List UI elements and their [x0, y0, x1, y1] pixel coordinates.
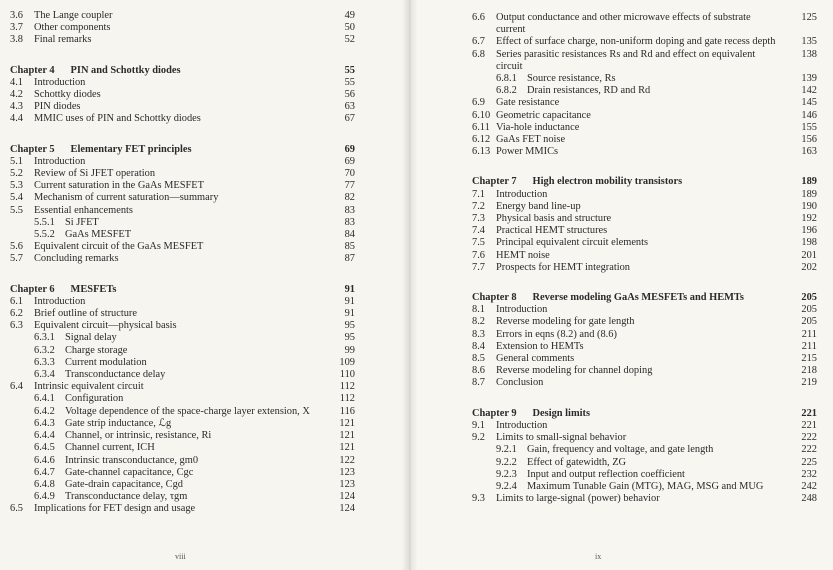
toc-entry-number: 9.1 [472, 419, 485, 431]
toc-entry-number: 9.2 [472, 432, 485, 444]
toc-entry-number: 8.7 [472, 377, 485, 389]
toc-entry-number: 6.5 [10, 503, 23, 515]
toc-entry [472, 420, 817, 432]
toc-entry [10, 296, 355, 308]
toc-entry-page: 201 [801, 249, 817, 261]
toc-entry-page: 221 [801, 407, 817, 419]
toc-entry-number: 6.4.5 [34, 442, 55, 454]
toc-entry-page: 121 [339, 417, 355, 429]
toc-entry-title: Introduction [34, 76, 86, 88]
toc-entry-title: Equivalent circuit—physical basis [34, 320, 177, 332]
toc-entry [472, 329, 817, 341]
toc-list-left [10, 10, 355, 516]
toc-entry-number: Chapter 5 [10, 143, 55, 155]
toc-entry [10, 22, 355, 34]
toc-entry [472, 73, 817, 85]
toc-entry-number: 4.3 [10, 101, 23, 113]
toc-entry-page: 82 [344, 192, 355, 204]
right-page [410, 0, 833, 570]
toc-entry [472, 432, 817, 444]
toc-entry [10, 180, 355, 192]
toc-entry-page: 198 [801, 237, 817, 249]
toc-entry-title: General comments [496, 353, 575, 365]
toc-entry-number: 6.4.3 [34, 417, 55, 429]
toc-entry [10, 369, 355, 381]
toc-entry-title: Limits to small-signal behavior [496, 432, 627, 444]
toc-entry-number: 4.4 [10, 113, 23, 125]
toc-entry-page: 145 [801, 97, 817, 109]
toc-entry-page: 112 [339, 393, 355, 405]
toc-entry-title: Source resistance, Rs [527, 73, 616, 85]
toc-entry-title: HEMT noise [496, 249, 550, 261]
toc-entry-number: 8.2 [472, 316, 485, 328]
toc-entry-number: 6.3.3 [34, 356, 55, 368]
toc-entry [472, 304, 817, 316]
toc-entry-page: 218 [801, 365, 817, 377]
toc-entry-page: 49 [344, 10, 355, 21]
toc-entry-page: 52 [344, 34, 355, 46]
toc-entry [472, 97, 817, 109]
toc-entry-title: Introduction [496, 304, 548, 316]
toc-entry-number: 8.1 [472, 304, 485, 316]
toc-entry-title: Errors in eqns (8.2) and (8.6) [496, 328, 617, 340]
toc-entry-title: GaAs FET noise [496, 134, 566, 146]
toc-entry [10, 192, 355, 204]
toc-entry-number: 6.13 [472, 146, 491, 158]
toc-entry-page: 70 [344, 168, 355, 180]
toc-chapter-heading [472, 408, 817, 420]
toc-entry-number: 6.3.1 [34, 332, 55, 344]
toc-entry-page: 211 [801, 340, 817, 352]
toc-entry-page: 135 [801, 36, 817, 48]
toc-entry-page: 91 [344, 295, 355, 307]
toc-entry [10, 89, 355, 101]
toc-entry-number: 3.7 [10, 22, 23, 34]
toc-entry-title: Essential enhancements [34, 204, 133, 216]
toc-entry-title: Effect of gatewidth, ZG [527, 456, 627, 468]
toc-entry-page: 63 [344, 101, 355, 113]
toc-entry-page: 155 [801, 121, 817, 133]
toc-entry [10, 332, 355, 344]
toc-entry [10, 101, 355, 113]
toc-entry-number: 6.4.6 [34, 454, 55, 466]
toc-entry-page: 202 [801, 261, 817, 273]
toc-entry-number: 8.3 [472, 328, 485, 340]
toc-entry-number: 9.2.3 [496, 468, 517, 480]
toc-entry-title: Introduction [34, 155, 86, 167]
toc-entry-number: 8.6 [472, 365, 485, 377]
toc-entry-title: Via-hole inductance [496, 121, 580, 133]
toc-entry-number: 5.5 [10, 204, 23, 216]
toc-entry-title: Transconductance delay [65, 369, 166, 381]
toc-entry [472, 189, 817, 201]
toc-entry [472, 353, 817, 365]
toc-entry-title: Channel current, ICH [65, 442, 155, 454]
toc-entry-title: Input and output reflection coefficient [527, 468, 685, 480]
toc-entry [472, 146, 817, 158]
toc-entry [10, 345, 355, 357]
toc-entry [10, 77, 355, 89]
toc-entry-number: 6.4.2 [34, 405, 55, 417]
toc-entry-title: Power MMICs [496, 146, 559, 158]
toc-entry-page: 116 [339, 405, 355, 417]
toc-entry-title: Principal equivalent circuit elements [496, 237, 649, 249]
toc-entry-number: 6.12 [472, 134, 491, 146]
toc-entry [472, 457, 817, 469]
toc-entry [10, 308, 355, 320]
toc-entry-title: GaAs MESFET [65, 229, 132, 241]
toc-entry-page: 85 [344, 241, 355, 253]
toc-entry-page: 123 [339, 466, 355, 478]
toc-entry-number: 6.4 [10, 381, 23, 393]
toc-entry-title: Energy band line-up [496, 200, 581, 212]
toc-entry-title: Si JFET [65, 216, 99, 228]
toc-entry [472, 85, 817, 97]
toc-entry-page: 67 [344, 113, 355, 125]
toc-entry-page: 222 [801, 432, 817, 444]
toc-entry-page: 110 [339, 369, 355, 381]
toc-entry-number: 8.5 [472, 353, 485, 365]
toc-entry-page: 123 [339, 478, 355, 490]
toc-entry [472, 250, 817, 262]
toc-entry-title: Gate resistance [496, 97, 560, 109]
toc-entry-title: Current saturation in the GaAs MESFET [34, 180, 204, 192]
toc-entry-number: 7.3 [472, 213, 485, 225]
toc-chapter-heading [10, 144, 355, 156]
toc-entry-page: 99 [344, 344, 355, 356]
toc-entry-title: Prospects for HEMT integration [496, 261, 630, 273]
toc-entry-page: 124 [339, 491, 355, 503]
toc-entry-number: 9.2.2 [496, 456, 517, 468]
toc-entry-page: 196 [801, 225, 817, 237]
toc-entry-page: 83 [344, 204, 355, 216]
toc-entry-number: 5.2 [10, 168, 23, 180]
toc-entry [10, 156, 355, 168]
toc-entry-title: Gain, frequency and voltage, and gate length [527, 444, 714, 456]
toc-entry-title: Gate strip inductance, ℒg [65, 417, 172, 429]
toc-entry-number: 6.8.2 [496, 85, 517, 97]
toc-entry [472, 110, 817, 122]
toc-entry-number: Chapter 9 [472, 407, 517, 419]
page-number-left: viii [175, 552, 186, 561]
toc-entry-page: 121 [339, 430, 355, 442]
toc-entry-title: Equivalent circuit of the GaAs MESFET [34, 241, 204, 253]
toc-entry-number: 6.8.1 [496, 73, 517, 85]
toc-entry-number: 6.3.4 [34, 369, 55, 381]
toc-entry-page: 91 [344, 308, 355, 320]
toc-entry-title: High electron mobility transistors [532, 176, 683, 188]
toc-entry [472, 444, 817, 456]
toc-entry-title: Conclusion [496, 377, 544, 389]
toc-entry-number: Chapter 7 [472, 176, 517, 188]
toc-entry [10, 430, 355, 442]
toc-entry [472, 237, 817, 249]
toc-entry-page: 55 [344, 76, 355, 88]
toc-entry-title: Final remarks [34, 34, 92, 46]
toc-entry-page: 189 [801, 188, 817, 200]
toc-entry-page: 219 [801, 377, 817, 389]
toc-entry-title: Mechanism of current saturation—summary [34, 192, 219, 204]
toc-entry-page: 225 [801, 456, 817, 468]
toc-entry-number: 6.4.8 [34, 478, 55, 490]
toc-entry-title: Intrinsic transconductance, gm0 [65, 454, 199, 466]
toc-entry-number: 5.6 [10, 241, 23, 253]
toc-entry [472, 493, 817, 505]
toc-entry-page: 192 [801, 213, 817, 225]
toc-entry-number: 5.7 [10, 253, 23, 265]
toc-entry-number: 3.8 [10, 34, 23, 46]
toc-entry-title: Practical HEMT structures [496, 225, 608, 237]
toc-entry [472, 225, 817, 237]
toc-entry-page: 91 [344, 283, 355, 295]
toc-entry-title: Reverse modeling GaAs MESFETs and HEMTs [532, 292, 744, 304]
toc-entry-title: Review of Si JFET operation [34, 168, 156, 180]
toc-entry-number: 6.4.1 [34, 393, 55, 405]
toc-entry-title: Physical basis and structure [496, 213, 612, 225]
toc-entry-number: 6.9 [472, 97, 485, 109]
toc-entry-page: 125 [801, 12, 817, 23]
toc-entry-number: 7.2 [472, 200, 485, 212]
toc-entry-title: Implications for FET design and usage [34, 503, 196, 515]
toc-entry-number: 6.3 [10, 320, 23, 332]
toc-entry-page: 121 [339, 442, 355, 454]
toc-entry-number: 6.2 [10, 308, 23, 320]
toc-list-right [472, 12, 817, 505]
toc-entry [472, 377, 817, 389]
toc-entry-page: 109 [339, 356, 355, 368]
toc-chapter-heading [10, 65, 355, 77]
toc-entry-page: 122 [339, 454, 355, 466]
toc-entry-title: Voltage dependence of the space-charge layer extension, X [65, 405, 310, 417]
toc-chapter-heading [472, 292, 817, 304]
toc-entry-number: 5.4 [10, 192, 23, 204]
toc-entry-title: Channel, or intrinsic, resistance, Ri [65, 430, 212, 442]
toc-entry-page: 156 [801, 134, 817, 146]
toc-entry [472, 201, 817, 213]
toc-entry-number: 6.3.2 [34, 344, 55, 356]
toc-entry-number: 7.1 [472, 188, 485, 200]
toc-entry [472, 49, 817, 73]
toc-entry-number: 7.7 [472, 261, 485, 273]
toc-entry-page: 95 [344, 332, 355, 344]
toc-entry-number: 5.5.2 [34, 229, 55, 241]
toc-entry-page: 205 [801, 316, 817, 328]
toc-entry [10, 455, 355, 467]
toc-entry-page: 124 [339, 503, 355, 515]
toc-entry-title: Concluding remarks [34, 253, 119, 265]
toc-entry-page: 69 [344, 155, 355, 167]
toc-entry-page: 215 [801, 353, 817, 365]
toc-entry-page: 205 [801, 292, 817, 304]
toc-entry-page: 69 [344, 143, 355, 155]
toc-entry-page: 95 [344, 320, 355, 332]
toc-entry-number: 6.4.7 [34, 466, 55, 478]
toc-entry [10, 241, 355, 253]
toc-entry-title: Charge storage [65, 344, 128, 356]
toc-entry-title: Gate-drain capacitance, Cgd [65, 478, 183, 490]
toc-entry-page: 248 [801, 493, 817, 505]
toc-entry [472, 134, 817, 146]
toc-entry-page: 163 [801, 146, 817, 158]
toc-entry [10, 113, 355, 125]
toc-entry-page: 142 [801, 85, 817, 97]
toc-entry [10, 168, 355, 180]
toc-entry-page: 232 [801, 468, 817, 480]
toc-entry [10, 467, 355, 479]
toc-entry-title: Drain resistances, RD and Rd [527, 85, 651, 97]
toc-entry-page: 83 [344, 216, 355, 228]
toc-entry [10, 10, 355, 22]
toc-entry [472, 341, 817, 353]
toc-entry [472, 262, 817, 274]
toc-entry-title: PIN diodes [34, 101, 81, 113]
toc-entry-title: PIN and Schottky diodes [70, 64, 181, 76]
toc-entry-number: 7.4 [472, 225, 485, 237]
toc-entry-title: Limits to large-signal (power) behavior [496, 493, 660, 505]
toc-entry-title: Series parasitic resistances Rs and Rd and effect on equivalent circuit [496, 48, 756, 72]
book-gutter [402, 0, 418, 570]
toc-entry-page: 189 [801, 176, 817, 188]
toc-entry-page: 84 [344, 229, 355, 241]
toc-entry-page: 77 [344, 180, 355, 192]
toc-entry-title: Transconductance delay, τgm [65, 491, 188, 503]
toc-entry [10, 357, 355, 369]
toc-entry [10, 34, 355, 46]
toc-entry [10, 479, 355, 491]
toc-entry-number: 8.4 [472, 340, 485, 352]
toc-entry-title: Schottky diodes [34, 89, 101, 101]
toc-entry-number: Chapter 4 [10, 64, 55, 76]
toc-entry-number: Chapter 6 [10, 283, 55, 295]
toc-entry [472, 365, 817, 377]
toc-entry-title: Reverse modeling for gate length [496, 316, 635, 328]
toc-entry-title: Intrinsic equivalent circuit [34, 381, 144, 393]
toc-entry-title: Brief outline of structure [34, 308, 138, 320]
toc-entry-page: 190 [801, 200, 817, 212]
toc-entry-page: 139 [801, 73, 817, 85]
toc-entry [10, 491, 355, 503]
left-page [0, 0, 410, 570]
toc-entry-page: 242 [801, 480, 817, 492]
toc-entry-number: 6.11 [472, 121, 490, 133]
toc-entry-title: Gate-channel capacitance, Cgc [65, 466, 194, 478]
toc-entry [10, 406, 355, 418]
toc-entry-page: 205 [801, 304, 817, 316]
toc-chapter-heading [472, 176, 817, 188]
toc-entry-title: Introduction [496, 419, 548, 431]
toc-entry-title: Design limits [532, 407, 590, 419]
toc-entry [10, 381, 355, 393]
toc-entry [10, 229, 355, 241]
toc-entry-number: 5.1 [10, 155, 23, 167]
toc-chapter-heading [10, 284, 355, 296]
toc-entry-title: Signal delay [65, 332, 117, 344]
toc-entry [10, 393, 355, 405]
toc-entry-page: 50 [344, 22, 355, 34]
toc-entry-number: 4.2 [10, 89, 23, 101]
toc-entry-number: 6.7 [472, 36, 485, 48]
toc-entry-number: 5.5.1 [34, 216, 55, 228]
toc-entry-page: 112 [339, 381, 355, 393]
toc-entry-title: Current modulation [65, 356, 147, 368]
toc-entry [472, 481, 817, 493]
toc-entry-page: 146 [801, 109, 817, 121]
toc-entry-title: The Lange coupler [34, 10, 113, 21]
page-number-right: ix [595, 552, 602, 561]
toc-entry [10, 217, 355, 229]
toc-entry-title: Effect of surface charge, non-uniform doping and gate recess depth [496, 36, 776, 48]
toc-entry-number: 3.6 [10, 10, 23, 21]
toc-entry [10, 503, 355, 515]
toc-entry-page: 138 [801, 48, 817, 60]
toc-entry-title: Introduction [496, 188, 548, 200]
toc-entry-title: Maximum Tunable Gain (MTG), MAG, MSG and MUG [527, 480, 764, 492]
toc-entry-number: 5.3 [10, 180, 23, 192]
toc-entry [472, 316, 817, 328]
toc-entry [10, 442, 355, 454]
toc-entry-title: MMIC uses of PIN and Schottky diodes [34, 113, 201, 125]
toc-entry-number: 9.2.1 [496, 444, 517, 456]
toc-entry-title: Reverse modeling for channel doping [496, 365, 653, 377]
toc-entry-page: 221 [801, 419, 817, 431]
toc-entry-number: 6.1 [10, 295, 23, 307]
toc-entry-page: 87 [344, 253, 355, 265]
toc-entry-number: 6.8 [472, 48, 485, 60]
toc-entry [10, 253, 355, 265]
toc-entry-number: 7.6 [472, 249, 485, 261]
toc-entry-title: Introduction [34, 295, 86, 307]
toc-entry-number: 4.1 [10, 76, 23, 88]
toc-entry-title: Elementary FET principles [70, 143, 192, 155]
toc-entry-title: Configuration [65, 393, 124, 405]
toc-entry [472, 122, 817, 134]
toc-entry-page: 56 [344, 89, 355, 101]
toc-entry-title: Extension to HEMTs [496, 340, 584, 352]
toc-entry-number: 9.2.4 [496, 480, 517, 492]
toc-entry-number: 6.10 [472, 109, 491, 121]
toc-entry-number: 9.3 [472, 493, 485, 505]
toc-entry-page: 222 [801, 444, 817, 456]
toc-entry-title: MESFETs [70, 283, 117, 295]
toc-entry [472, 12, 817, 36]
toc-entry [472, 469, 817, 481]
toc-entry [472, 213, 817, 225]
toc-entry-page: 55 [344, 64, 355, 76]
toc-entry-title: Output conductance and other microwave effects of substrate current [496, 12, 751, 36]
toc-entry-title: Other components [34, 22, 111, 34]
toc-entry [10, 205, 355, 217]
toc-entry-title: Geometric capacitance [496, 109, 591, 121]
toc-entry-number: 6.6 [472, 12, 485, 23]
toc-entry [10, 320, 355, 332]
toc-entry-number: Chapter 8 [472, 292, 517, 304]
toc-entry [10, 418, 355, 430]
toc-entry-number: 6.4.4 [34, 430, 55, 442]
toc-entry-number: 6.4.9 [34, 491, 55, 503]
toc-entry-page: 211 [801, 328, 817, 340]
toc-entry-number: 7.5 [472, 237, 485, 249]
toc-entry [472, 36, 817, 48]
